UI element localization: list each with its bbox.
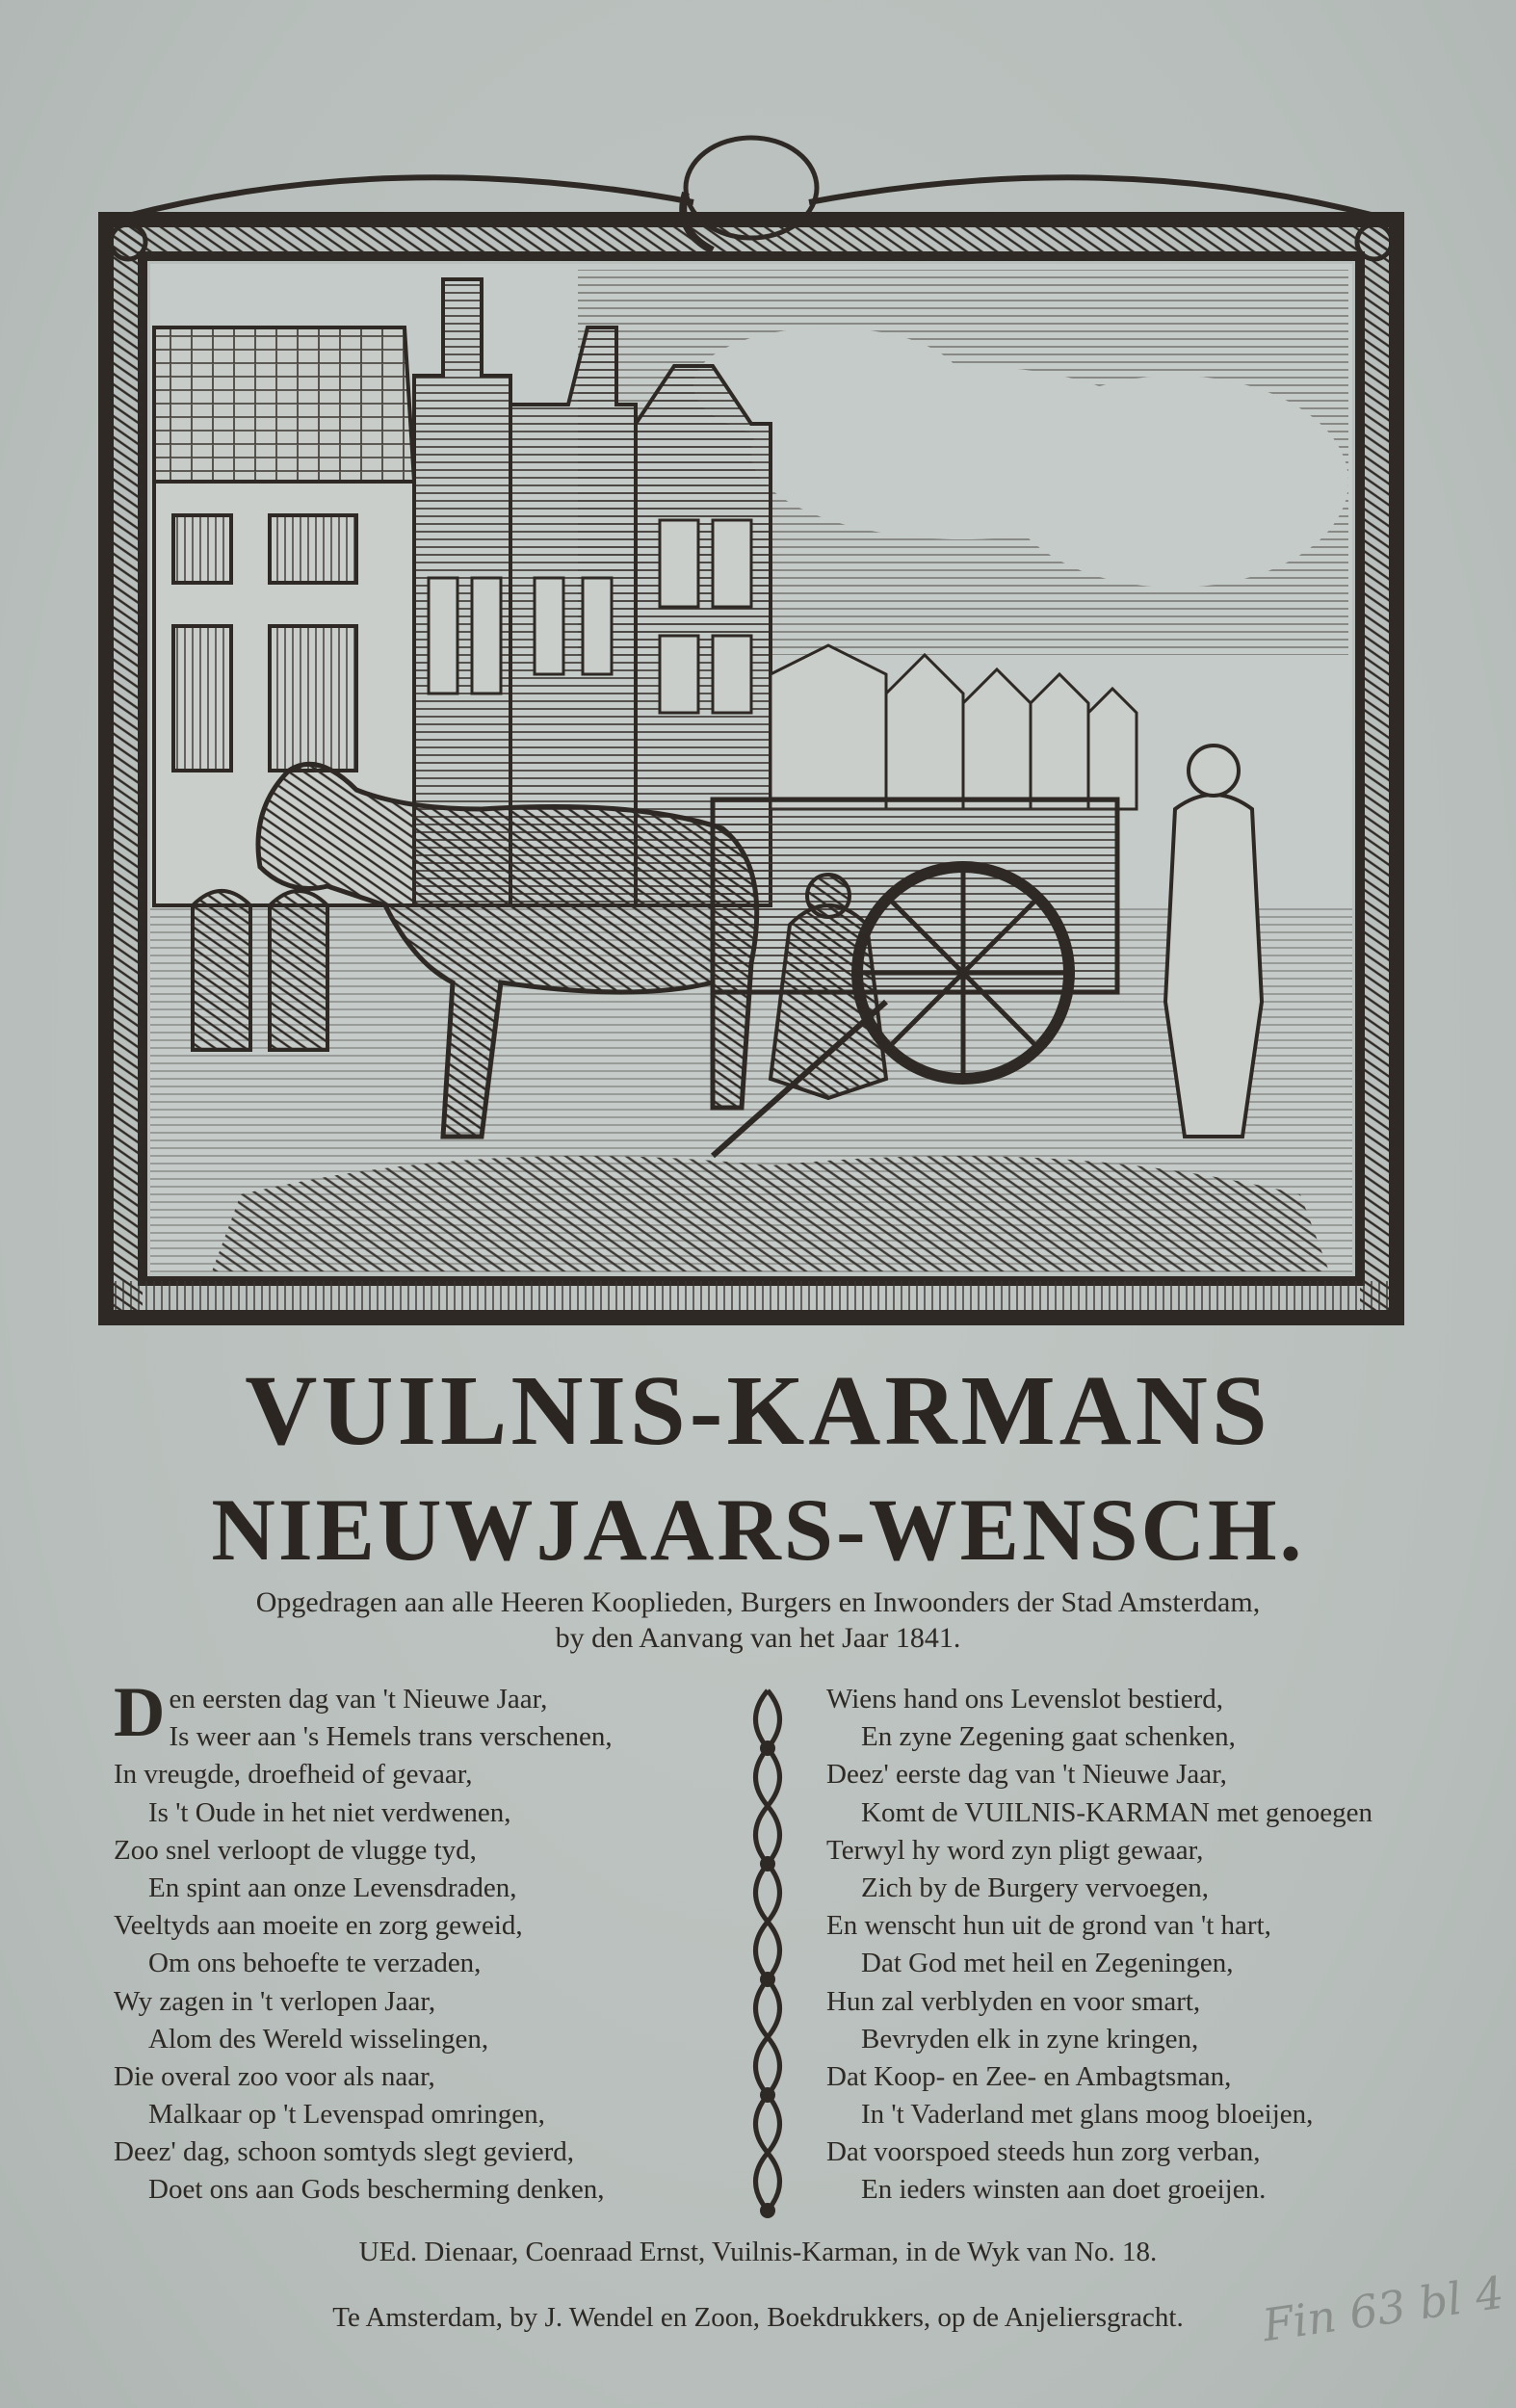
poem-line: Wiens hand ons Levenslot bestierd,: [826, 1684, 1223, 1714]
poem-line: Die overal zoo voor als naar,: [114, 2060, 435, 2092]
vertical-ornament: [734, 1681, 801, 2220]
signature-line: UEd. Dienaar, Coenraad Ernst, Vuilnis-Karman, in de Wyk van No. 18.: [358, 2237, 1158, 2267]
poem-line: Dat voorspoed steeds hun zorg verban,: [826, 2136, 1261, 2168]
poem-line: En spint aan onze Levensdraden,: [148, 1871, 517, 1903]
poem-line: Zoo snel verloopt de vlugge tyd,: [114, 1834, 477, 1866]
dedication-line-2: by den Aanvang van het Jaar 1841.: [555, 1622, 961, 1654]
poem-line: Zich by de Burgery vervoegen,: [861, 1871, 1210, 1903]
poem-line: Deez' eerste dag van 't Nieuwe Jaar,: [826, 1759, 1227, 1791]
poem-line: Wy zagen in 't verlopen Jaar,: [114, 1985, 436, 2017]
main-title-line-2: NIEUWJAARS-WENSCH.: [211, 1480, 1305, 1579]
poem-line: Deez' dag, schoon somtyds slegt gevierd,: [114, 2136, 574, 2168]
poem-line: In 't Vaderland met glans moog bloeijen,: [861, 2099, 1314, 2131]
printer-imprint: Te Amsterdam, by J. Wendel en Zoon, Boekdrukkers, op de Anjeliersgracht.: [332, 2302, 1184, 2333]
poem-line: Komt de VUILNIS-KARMAN met genoegen: [861, 1796, 1373, 1828]
poem-right-column: [826, 1681, 1443, 2210]
poem-line: En ieders winsten aan doet groeijen.: [861, 2174, 1267, 2206]
poem-line: Alom des Wereld wisselingen,: [148, 2023, 489, 2055]
poem-line: Dat God met heil en Zegeningen,: [861, 1948, 1234, 1979]
poem-line: Dat Koop- en Zee- en Ambagtsman,: [826, 2060, 1232, 2092]
main-title-line-1: VUILNIS-KARMANS: [245, 1355, 1271, 1466]
poem-line: En wenscht hun uit de grond van 't hart,: [826, 1910, 1271, 1942]
dedication-line-1: Opgedragen aan alle Heeren Kooplieden, Burgers en Inwoonders der Stad Amsterdam,: [255, 1586, 1261, 1618]
poem-line: en eersten dag van 't Nieuwe Jaar,: [169, 1684, 548, 1714]
woodcut-illustration: [96, 135, 1406, 1329]
poem-line: Terwyl hy word zyn pligt gewaar,: [826, 1834, 1204, 1866]
poem-line: Is weer aan 's Hemels trans verschenen,: [169, 1721, 613, 1753]
poem-left-column: [114, 1673, 730, 2210]
poem-line: Veeltyds aan moeite en zorg geweid,: [114, 1910, 523, 1942]
poem-line: Hun zal verblyden en voor smart,: [826, 1985, 1201, 2017]
poem-line: Om ons behoefte te verzaden,: [148, 1948, 482, 1979]
poem-line: En zyne Zegening gaat schenken,: [861, 1721, 1236, 1753]
poem-line: Is 't Oude in het niet verdwenen,: [148, 1796, 511, 1828]
poem-line: In vreugde, droefheid of gevaar,: [114, 1759, 473, 1791]
poem-line: Malkaar op 't Levenspad omringen,: [148, 2099, 545, 2131]
handwritten-note: Fin 63 bl 4: [1259, 2265, 1507, 2352]
poem-line: Bevryden elk in zyne kringen,: [861, 2023, 1199, 2055]
poem-line: Doet ons aan Gods bescherming denken,: [148, 2174, 605, 2206]
drop-cap: D: [114, 1673, 166, 1752]
